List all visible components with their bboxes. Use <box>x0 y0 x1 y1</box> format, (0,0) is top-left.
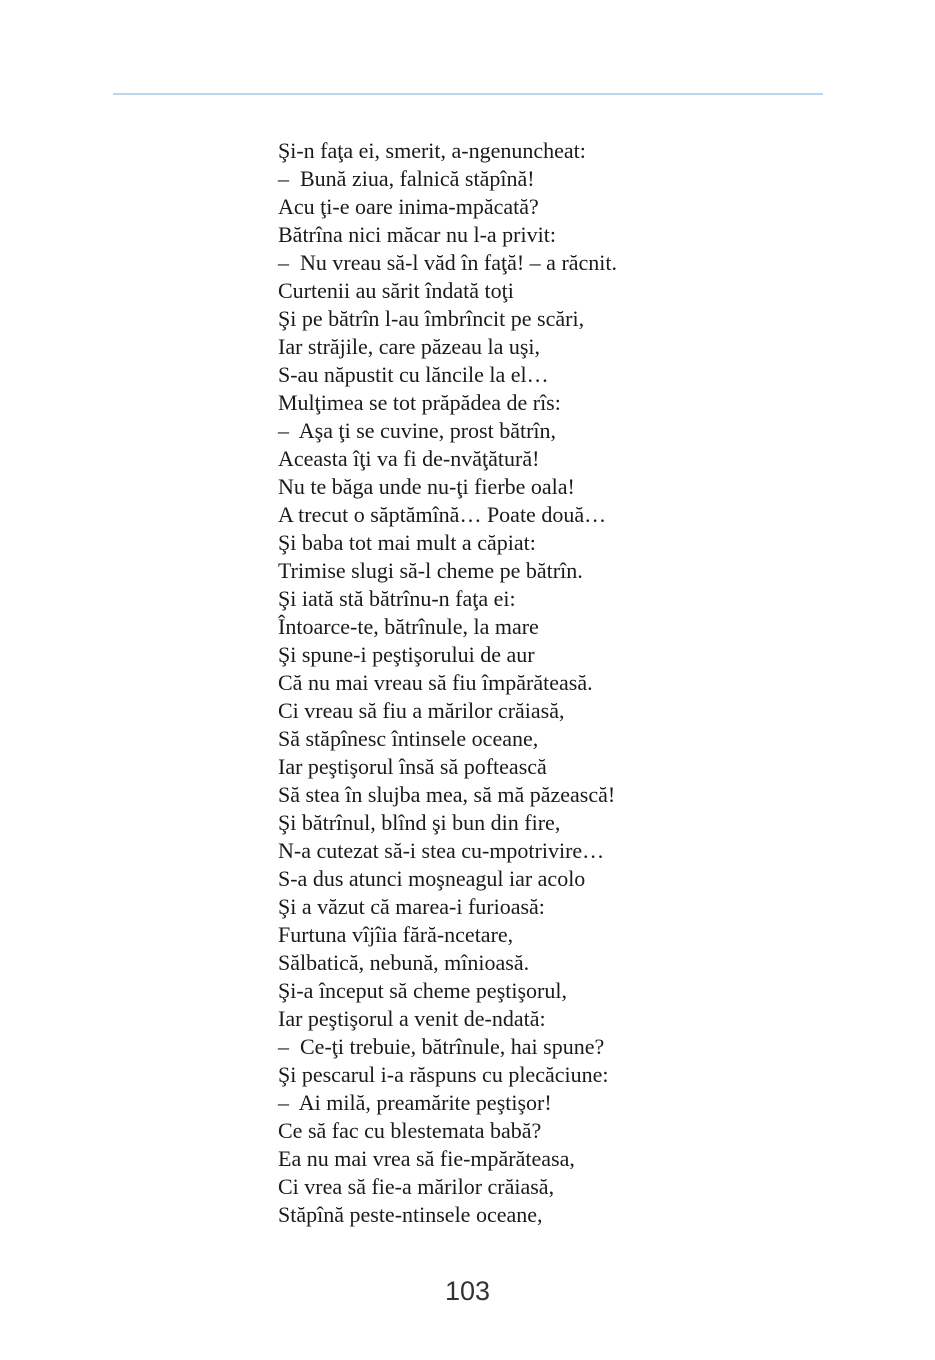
poem-line: S-a dus atunci moşneagul iar acolo <box>278 866 586 891</box>
poem-line: Şi bătrînul, blînd şi bun din fire, <box>278 810 561 835</box>
poem-line: – Bună ziua, falnică stăpînă! <box>278 166 535 191</box>
poem-line: Curtenii au sărit îndată toţi <box>278 278 514 303</box>
poem-line: Şi spune-i peştişorului de aur <box>278 642 535 667</box>
poem-line: Nu te băga unde nu-ţi fierbe oala! <box>278 474 575 499</box>
poem-line: Şi-n faţa ei, smerit, a-ngenuncheat: <box>278 138 586 163</box>
poem-line: Sălbatică, nebună, mînioasă. <box>278 950 530 975</box>
poem-line: Furtuna vîjîia fără-ncetare, <box>278 922 514 947</box>
poem-line: – Ai milă, preamărite peştişor! <box>278 1090 552 1115</box>
poem-text <box>278 137 617 1229</box>
page-number: 103 <box>444 1276 491 1306</box>
poem-line: Ci vrea să fie-a mărilor crăiasă, <box>278 1174 555 1199</box>
poem-line: Bătrîna nici măcar nu l-a privit: <box>278 222 556 247</box>
poem-line: N-a cutezat să-i stea cu-mpotrivire… <box>278 838 605 863</box>
poem-line: Întoarce-te, bătrînule, la mare <box>278 614 539 639</box>
poem-line: Să stăpînesc întinsele oceane, <box>278 726 539 751</box>
poem-line: – Nu vreau să-l văd în faţă! – a răcnit. <box>278 250 618 275</box>
poem-line: Şi iată stă bătrînu-n faţa ei: <box>278 586 516 611</box>
poem-line: Acu ţi-e oare inima-mpăcată? <box>278 194 539 219</box>
poem-line: Ea nu mai vrea să fie-mpărăteasa, <box>278 1146 575 1171</box>
poem-line: Ce să fac cu blestemata babă? <box>278 1118 542 1143</box>
poem-line: Aceasta îţi va fi de-nvăţătură! <box>278 446 540 471</box>
poem-line: Că nu mai vreau să fiu împărăteasă. <box>278 670 593 695</box>
poem-line: Stăpînă peste-ntinsele oceane, <box>278 1202 543 1227</box>
poem-line: – Ce-ţi trebuie, bătrînule, hai spune? <box>278 1034 605 1059</box>
poem-line: Iar peştişorul a venit de-ndată: <box>278 1006 546 1031</box>
poem-line: Ci vreau să fiu a mărilor crăiasă, <box>278 698 565 723</box>
poem-line: Şi pescarul i-a răspuns cu plecăciune: <box>278 1062 609 1087</box>
poem-line: Şi-a început să cheme peştişorul, <box>278 978 567 1003</box>
poem-line: Iar peştişorul însă să poftească <box>278 754 547 779</box>
poem-line: Mulţimea se tot prăpădea de rîs: <box>278 390 561 415</box>
poem-line: Iar străjile, care păzeau la uşi, <box>278 334 541 359</box>
poem-line: Să stea în slujba mea, să mă păzească! <box>278 782 616 807</box>
poem-line: – Aşa ţi se cuvine, prost bătrîn, <box>278 418 557 443</box>
poem-line: Şi a văzut că marea-i furioasă: <box>278 894 545 919</box>
poem-line: Trimise slugi să-l cheme pe bătrîn. <box>278 558 583 583</box>
poem-line: A trecut o săptămînă… Poate două… <box>278 502 607 527</box>
poem-line: Şi pe bătrîn l-au îmbrîncit pe scări, <box>278 306 585 331</box>
poem-line: Şi baba tot mai mult a căpiat: <box>278 530 536 555</box>
poem-line: S-au năpustit cu lăncile la el… <box>278 362 549 387</box>
header-divider <box>113 93 823 95</box>
